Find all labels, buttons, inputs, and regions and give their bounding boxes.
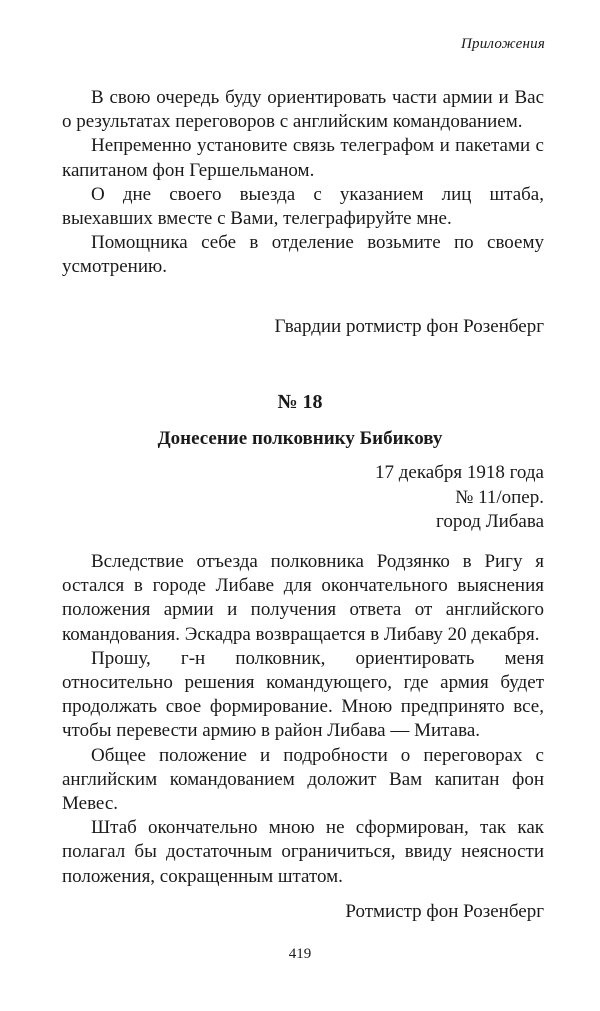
page-number: 419 — [288, 946, 312, 962]
report-signature: Ротмистр фон Розенберг — [345, 901, 544, 922]
dateline — [375, 461, 544, 535]
document-date: 17 декабря 1918 года — [374, 462, 544, 483]
report-body — [62, 550, 544, 889]
letter-body — [62, 86, 544, 280]
running-head: Приложения — [460, 36, 545, 52]
paragraph: Прошу, г-н полковник, ориентировать меня относительно решения командующего, где армия будет продолжать свое формирование. Мною предпринято все, чтобы перевести армию в район Либава — Митава. — [62, 647, 544, 742]
paragraph: О дне своего выезда с указанием лиц штаба, выехавших вместе с Вами, телеграфируйте мне. — [62, 183, 544, 230]
document-place: город Либава — [436, 511, 544, 532]
document-number: № 18 — [277, 391, 323, 413]
paragraph: Непременно установите связь телеграфом и пакетами с капитаном фон Гершельманом. — [62, 135, 544, 181]
paragraph: Штаб окончательно мною не сформирован, так как полагал бы достаточным ограничиться, ввиду неясности положения, сокращенным штатом. — [62, 817, 544, 887]
document-title: Донесение полковнику Бибикову — [157, 428, 443, 449]
paragraph: Общее положение и подробности о переговорах с английским командованием доложит Вам капитан фон Мевес. — [62, 744, 544, 815]
paragraph: В свою очередь буду ориентировать части армии и Вас о результатах переговоров с английским командованием. — [62, 87, 544, 133]
document-reference: № 11/опер. — [455, 486, 544, 508]
paragraph: Вследствие отъезда полковника Родзянко в Ригу я остался в городе Либаве для окончательного выяснения положения армии и получения ответа от английского командования. Эскадра возвращается в Либаву 20 декабря. — [62, 551, 544, 645]
paragraph: Помощника себе в отделение возьмите по своему усмотрению. — [62, 232, 544, 278]
letter-signature: Гвардии ротмистр фон Розенберг — [274, 316, 544, 337]
